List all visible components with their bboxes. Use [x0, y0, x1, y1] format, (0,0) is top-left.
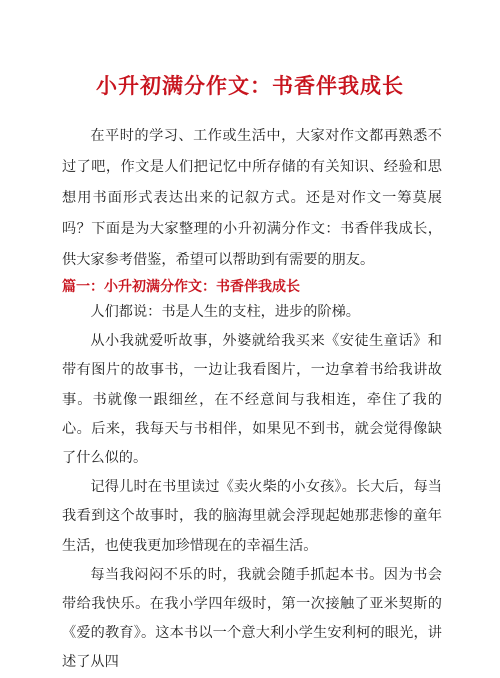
body-paragraph: 从小我就爱听故事，外婆就给我买来《安徒生童话》和带有图片的故事书，一边让我看图片，一边拿着书给我讲故事。书就像一跟细丝，在不经意间与我相连，牵住了我的心。后来，我每天与书相伴，如果见不到书，就会觉得像缺了什么似的。 [62, 333, 442, 467]
document-title: 小升初满分作文：书香伴我成长 [96, 74, 404, 98]
body-paragraph: 人们都说：书是人生的支柱，进步的阶梯。 [90, 304, 360, 320]
document-body [62, 121, 442, 678]
body-paragraph: 每当我闷闷不乐的时，我就会随手抓起本书。因为书会带给我快乐。在我小学四年级时，第一次接触了亚米契斯的《爱的教育》。这本书以一个意大利小学生安利柯的眼光，讲述了从四 [62, 566, 442, 671]
body-paragraph: 记得儿时在书里读过《卖火柴的小女孩》。长大后，每当我看到这个故事时，我的脑海里就会浮现起她那悲惨的童年生活，也使我更加珍惜现在的幸福生活。 [62, 479, 442, 554]
section-heading: 篇一：小升初满分作文：书香伴我成长 [62, 279, 300, 295]
intro-paragraph: 在平时的学习、工作或生活中，大家对作文都再熟悉不过了吧，作文是人们把记忆中所存储的有关知识、经验和思想用书面形式表达出来的记叙方式。还是对作文一筹莫展吗？下面是为大家整理的小升初满分作文：书香伴我成长，供大家参考借鉴，希望可以帮助到有需要的朋友。 [62, 128, 442, 268]
